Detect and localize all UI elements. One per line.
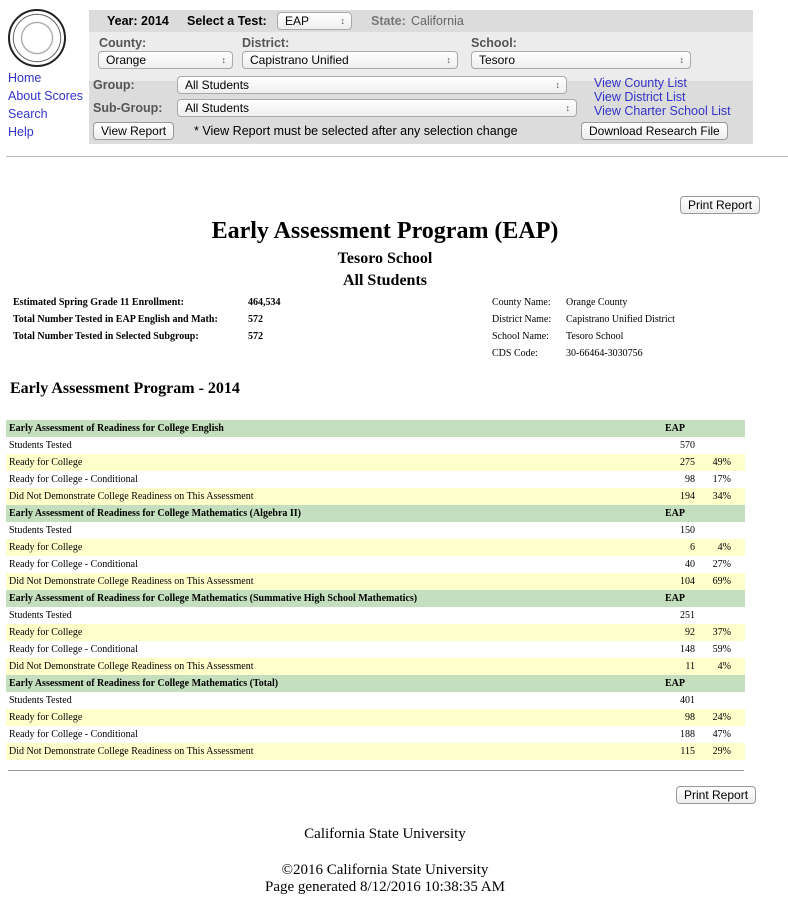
group-select[interactable]: All Students ↕	[177, 76, 567, 94]
row-count: 92	[685, 627, 695, 638]
row-percent	[698, 692, 745, 709]
row-count: 40	[685, 559, 695, 570]
id-value: Capistrano Unified District	[566, 314, 675, 325]
row-percent: 47%	[712, 729, 731, 740]
empty-cell	[698, 505, 745, 522]
view-district-list-link[interactable]: View District List	[594, 90, 686, 104]
row-label: Ready for College - Conditional	[9, 474, 138, 485]
page-title: Early Assessment Program (EAP)	[211, 218, 559, 244]
download-research-file-button[interactable]: Download Research File	[581, 122, 728, 140]
row-label: Ready for College	[9, 712, 83, 723]
table-row	[6, 488, 745, 505]
row-count: 11	[685, 661, 695, 672]
stat-value: 572	[248, 314, 263, 325]
group-label: Group:	[93, 78, 135, 92]
column-header: EAP	[665, 678, 685, 689]
eap-results-table	[6, 420, 745, 760]
school-identifiers	[492, 294, 675, 362]
view-county-list-link[interactable]: View County List	[594, 76, 687, 90]
row-percent: 4%	[717, 542, 731, 553]
row-label: Students Tested	[9, 610, 72, 621]
print-report-button-top[interactable]: Print Report	[680, 196, 760, 214]
row-label: Students Tested	[9, 440, 72, 451]
section-header-title: Early Assessment of Readiness for College Mathematics (Algebra II)	[9, 508, 301, 519]
row-percent: 69%	[712, 576, 731, 587]
view-report-button[interactable]: View Report	[93, 122, 174, 140]
table-row	[6, 726, 745, 743]
id-label: School Name:	[492, 331, 549, 342]
row-percent: 59%	[712, 644, 731, 655]
id-value: Orange County	[566, 297, 628, 308]
nav-home[interactable]: Home	[8, 71, 42, 85]
footer-org: California State University	[304, 826, 466, 842]
row-count: 104	[680, 576, 695, 587]
table-row	[6, 641, 745, 658]
school-label: School:	[471, 36, 517, 50]
row-label: Ready for College	[9, 627, 83, 638]
id-label: District Name:	[492, 314, 552, 325]
table-row	[6, 522, 745, 539]
row-percent: 37%	[712, 627, 731, 638]
row-label: Ready for College - Conditional	[9, 644, 138, 655]
nav-search[interactable]: Search	[8, 107, 48, 121]
empty-cell	[698, 420, 745, 437]
row-label: Ready for College - Conditional	[9, 559, 138, 570]
table-row	[6, 471, 745, 488]
row-label: Did Not Demonstrate College Readiness on This Assessment	[9, 746, 254, 757]
row-count: 401	[680, 695, 695, 706]
section-header-title: Early Assessment of Readiness for College English	[9, 423, 224, 434]
table-row	[6, 454, 745, 471]
row-count: 251	[680, 610, 695, 621]
id-label: CDS Code:	[492, 348, 538, 359]
row-count: 194	[680, 491, 695, 502]
stat-value: 572	[248, 331, 263, 342]
id-label: County Name:	[492, 297, 551, 308]
row-label: Did Not Demonstrate College Readiness on This Assessment	[9, 661, 254, 672]
row-count: 275	[680, 457, 695, 468]
school-title: Tesoro School	[337, 250, 433, 267]
section-header-row	[6, 675, 745, 692]
row-label: Did Not Demonstrate College Readiness on This Assessment	[9, 576, 254, 587]
row-percent: 27%	[712, 559, 731, 570]
table-row	[6, 607, 745, 624]
row-percent	[698, 437, 745, 454]
section-header-row	[6, 505, 745, 522]
row-percent: 24%	[712, 712, 731, 723]
column-header: EAP	[665, 508, 685, 519]
stat-value: 464,534	[248, 297, 281, 308]
table-row	[6, 658, 745, 675]
row-label: Students Tested	[9, 525, 72, 536]
row-count: 98	[685, 474, 695, 485]
table-row	[6, 539, 745, 556]
view-charter-school-list-link[interactable]: View Charter School List	[594, 104, 731, 118]
subgroup-label: Sub-Group:	[93, 101, 163, 115]
stat-label: Estimated Spring Grade 11 Enrollment:	[13, 297, 184, 308]
table-row	[6, 573, 745, 590]
row-count: 570	[680, 440, 695, 451]
district-label: District:	[242, 36, 290, 50]
table-row	[6, 624, 745, 641]
test-select[interactable]: EAP ↕	[277, 12, 352, 30]
csu-seal-logo	[8, 9, 66, 67]
section-header-row	[6, 590, 745, 607]
row-count: 148	[680, 644, 695, 655]
column-header: EAP	[665, 423, 685, 434]
row-percent: 34%	[712, 491, 731, 502]
row-percent: 29%	[712, 746, 731, 757]
county-select[interactable]: Orange ↕	[98, 51, 233, 69]
id-value: Tesoro School	[566, 331, 624, 342]
row-count: 188	[680, 729, 695, 740]
section-title: Early Assessment Program - 2014	[10, 380, 240, 397]
row-percent: 4%	[717, 661, 731, 672]
empty-cell	[698, 590, 745, 607]
table-row	[6, 556, 745, 573]
stat-label: Total Number Tested in Selected Subgroup:	[13, 331, 199, 342]
test-label: Select a Test:	[187, 14, 267, 28]
row-count: 6	[690, 542, 695, 553]
row-label: Ready for College - Conditional	[9, 729, 138, 740]
district-select[interactable]: Capistrano Unified ↕	[242, 51, 458, 69]
row-count: 98	[685, 712, 695, 723]
row-label: Ready for College	[9, 542, 83, 553]
divider	[6, 156, 788, 157]
table-row	[6, 692, 745, 709]
row-percent	[698, 522, 745, 539]
table-row	[6, 709, 745, 726]
id-value: 30-66464-3030756	[566, 348, 643, 359]
row-label: Students Tested	[9, 695, 72, 706]
divider	[8, 770, 744, 771]
nav-help[interactable]: Help	[8, 125, 34, 139]
row-percent: 49%	[712, 457, 731, 468]
section-header-title: Early Assessment of Readiness for College Mathematics (Summative High School Mathematics)	[9, 593, 418, 604]
row-percent	[698, 607, 745, 624]
filter-panel	[89, 10, 753, 144]
nav-about-scores[interactable]: About Scores	[8, 89, 84, 103]
row-label: Ready for College	[9, 457, 83, 468]
subgroup-select[interactable]: All Students ↕	[177, 99, 577, 117]
print-report-button-bottom[interactable]: Print Report	[676, 786, 756, 804]
school-select[interactable]: Tesoro ↕	[471, 51, 691, 69]
row-label: Did Not Demonstrate College Readiness on This Assessment	[9, 491, 254, 502]
summary-stats	[13, 294, 281, 345]
table-row	[6, 743, 745, 760]
selection-note: * View Report must be selected after any selection change	[194, 124, 518, 138]
row-percent: 17%	[712, 474, 731, 485]
section-header-title: Early Assessment of Readiness for College Mathematics (Total)	[9, 678, 279, 689]
table-row	[6, 437, 745, 454]
group-title: All Students	[342, 272, 428, 289]
nav-links	[8, 69, 83, 141]
stat-label: Total Number Tested in EAP English and Math:	[13, 314, 218, 325]
county-label: County:	[99, 36, 147, 50]
row-count: 150	[680, 525, 695, 536]
footer-generated: Page generated 8/12/2016 10:38:35 AM	[265, 879, 505, 895]
state-value: California	[411, 14, 464, 28]
year-label: Year: 2014	[107, 14, 169, 28]
footer-copyright: ©2016 California State University	[281, 862, 489, 878]
section-header-row	[6, 420, 745, 437]
state-label: State:	[371, 14, 406, 28]
column-header: EAP	[665, 593, 685, 604]
row-count: 115	[680, 746, 695, 757]
empty-cell	[698, 675, 745, 692]
